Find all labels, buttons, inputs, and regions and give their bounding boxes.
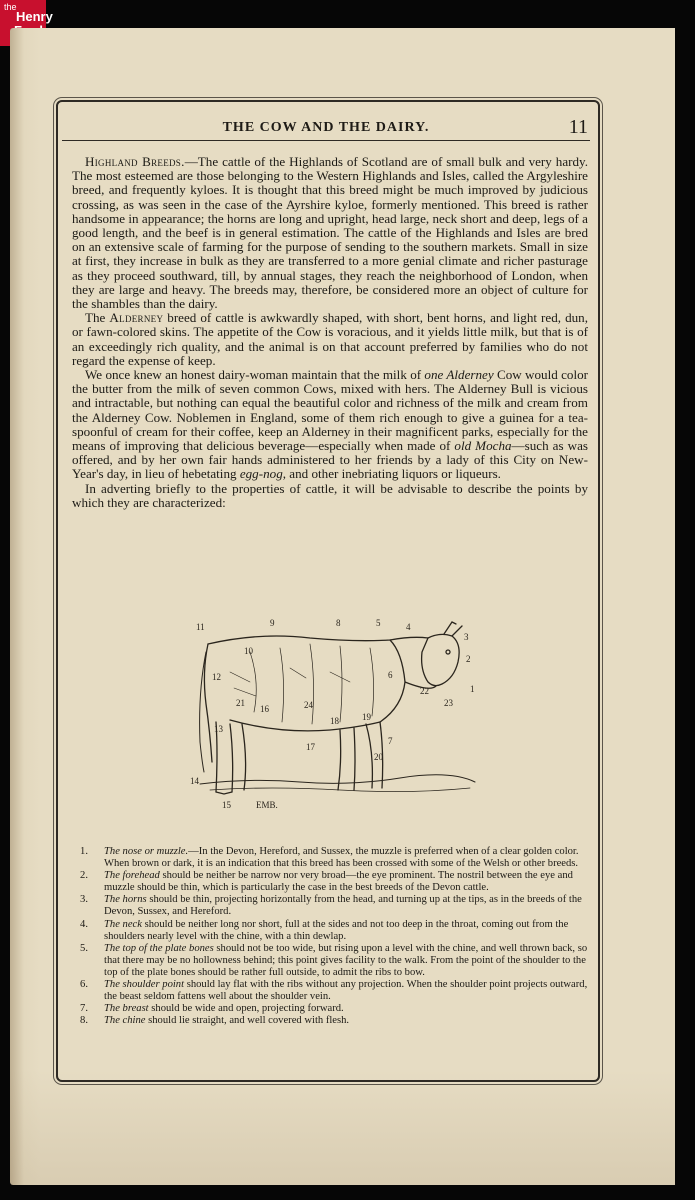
note-item [72,979,588,1003]
page-number: 11 [568,116,588,138]
highland-heading: Highland Breeds. [85,154,185,169]
note-title: The top of the plate bones [104,942,214,954]
label-12: 12 [212,672,221,682]
label-15: 15 [222,800,231,810]
paragraph-alderney [72,311,588,368]
label-1: 1 [470,684,475,694]
note-item [72,894,588,918]
alderney-pre: The [85,310,110,326]
note-text: should not be too wide, but rising upon a level with the chine, and well thrown back, so that there may be no hollowness behind; this point gives facility to the walk. From the point of the shoulder to the top of the plate bones should be rather full outside, to admit the ribs to bow. [104,942,588,978]
p3-italic-eggnog: egg-nog [239,466,283,482]
label-10: 10 [244,646,253,656]
p3-italic-mocha: old Mocha [454,438,512,454]
alderney-text: breed of cattle is awkwardly shaped, with short, bent horns, and light red, dun, or fawn-colored skins. The appetite of the Cow is voracious, and it yields little milk, but that is of an exceedingly rich quality, and the animal is on that account preferred by families who do not regard the expense of keep. [72,310,588,368]
note-number: 6. [80,979,88,991]
note-title: The neck [104,918,142,930]
note-text: should be neither be narrow nor very broad—the eye prominent. The nostril between the eye and muzzle should be thin, which is particularly the case in the best breeds of the Devon cattle. [104,870,573,894]
cow-points-illustration [190,612,486,812]
note-number: 3. [80,894,88,906]
note-number: 2. [80,870,88,882]
note-number: 5. [80,942,88,954]
p3-part-a: We once knew an honest dairy-woman maintain that the milk of [85,367,425,383]
note-title: The nose or muzzle. [104,846,189,857]
paragraph-dairy-woman [72,368,588,482]
note-text: should lie straight, and well covered with flesh. [145,1015,350,1027]
paragraph-properties: In adverting briefly to the properties of cattle, it will be advisable to describe the points by which they are characterized: [72,480,588,510]
label-18: 18 [330,716,339,726]
note-number: 8. [80,1015,88,1027]
running-header [62,118,590,141]
label-16: 16 [260,704,269,714]
note-item [72,870,588,894]
p3-italic-alderney: one Alderney [424,367,494,383]
label-13: 13 [214,724,223,734]
label-14: 14 [190,776,199,786]
body-text [72,155,588,510]
label-17: 17 [306,742,315,752]
p3-part-c: —such as was offered, and by her own fair hands administered to her friends by a lady of this City on New-Year's day, in lieu of hebetating [72,438,588,482]
label-20: 20 [374,752,383,762]
note-text: —In the Devon, Hereford, and Sussex, the muzzle is preferred when of a clear golden color. When brown or dark, it is an indication that this breed has been crossed with some of the Welsh or other breeds. [104,846,579,870]
note-number: 4. [80,918,88,930]
label-6: 6 [388,670,393,680]
note-title: The shoulder point [104,979,185,991]
label-2: 2 [466,654,471,664]
note-title: The forehead [104,870,160,882]
label-22: 22 [420,686,429,696]
note-item [72,846,588,870]
label-3: 3 [464,632,469,642]
note-number: 1. [80,846,88,857]
note-item [72,1003,588,1015]
label-7: 7 [388,736,393,746]
label-9: 9 [270,618,275,628]
note-text: should be wide and open, projecting forward. [148,1003,344,1015]
alderney-heading: Alderney [109,310,164,326]
p3-part-b: Cow would color the butter from the milk of seven common Cows, mixed with hers. The Alderney Bull is vicious and intractable, but nothing can equal the beautiful color and richness of the milk and cream from the Alderney Cow. Noblemen in England, some of them rich enough to give a guinea for a tea-spoonful of cream for their coffee, keep an Alderney in their magnificent parks, especially for the means of improving that delicious beverage—especially when made of [72,367,589,454]
note-item [72,919,588,943]
label-11: 11 [196,622,205,632]
note-title: The chine [104,1015,146,1027]
note-text: should be neither long nor short, full at the sides and not too deep in the throat, coming out from the shoulders nearly level with the chine, with a thin dewlap. [104,918,569,942]
note-title: The horns [104,894,147,906]
label-23: 23 [444,698,453,708]
p3-part-d: , and other inebriating liquors or liqueurs. [282,466,501,482]
logo-the: the [4,2,17,12]
note-item [72,1015,588,1027]
label-8: 8 [336,618,341,628]
page-title: THE COW AND THE DAIRY. [222,120,430,135]
note-item [72,943,588,979]
note-title: The breast [104,1003,149,1015]
engraver-mark: EMB. [256,800,278,810]
logo-henry: Henry [16,9,53,24]
note-text: should be thin, projecting horizontally from the head, and turning up at the tips, as in the breeds of the Devon, Sussex, and Hereford. [104,894,582,918]
paragraph-highland [72,155,588,311]
label-21: 21 [236,698,245,708]
note-number: 7. [80,1003,88,1015]
label-19: 19 [362,712,371,722]
highland-text: —The cattle of the Highlands of Scotland are of small bulk and very hardy. The most esteemed are those belonging to the Western Highlands and Isles, called the Argyleshire breed, and frequently kyloes. It is thought that this breed might be much improved by judicious crossing, as was seen in the case of the Ayrshire kyloe, formerly mentioned. This breed is rather handsome in appearance; the horns are long and upright, head large, neck short and deep, legs of a good length, and the beef is in general estimation. The cattle of the Highlands and Isles are bred on an extensive scale of farming for the purpose of sending to the southern markets. Small in size at first, they increase in bulk as they are transferred to a more genial climate and richer pasturage as they proceed southward, till, by annual stages, they reach the neighborhood of London, when they are large and heavy. The breeds may, therefore, be considered more an object of culture for the shambles than the dairy. [72,154,589,312]
label-4: 4 [406,622,411,632]
label-5: 5 [376,618,381,628]
label-24: 24 [304,700,313,710]
note-text: should lay flat with the ribs without any projection. When the shoulder point projects outward, the beast seldom fattens well about the shoulder vein. [104,979,588,1003]
cow-engraving [190,612,486,812]
numbered-notes [72,846,588,1027]
